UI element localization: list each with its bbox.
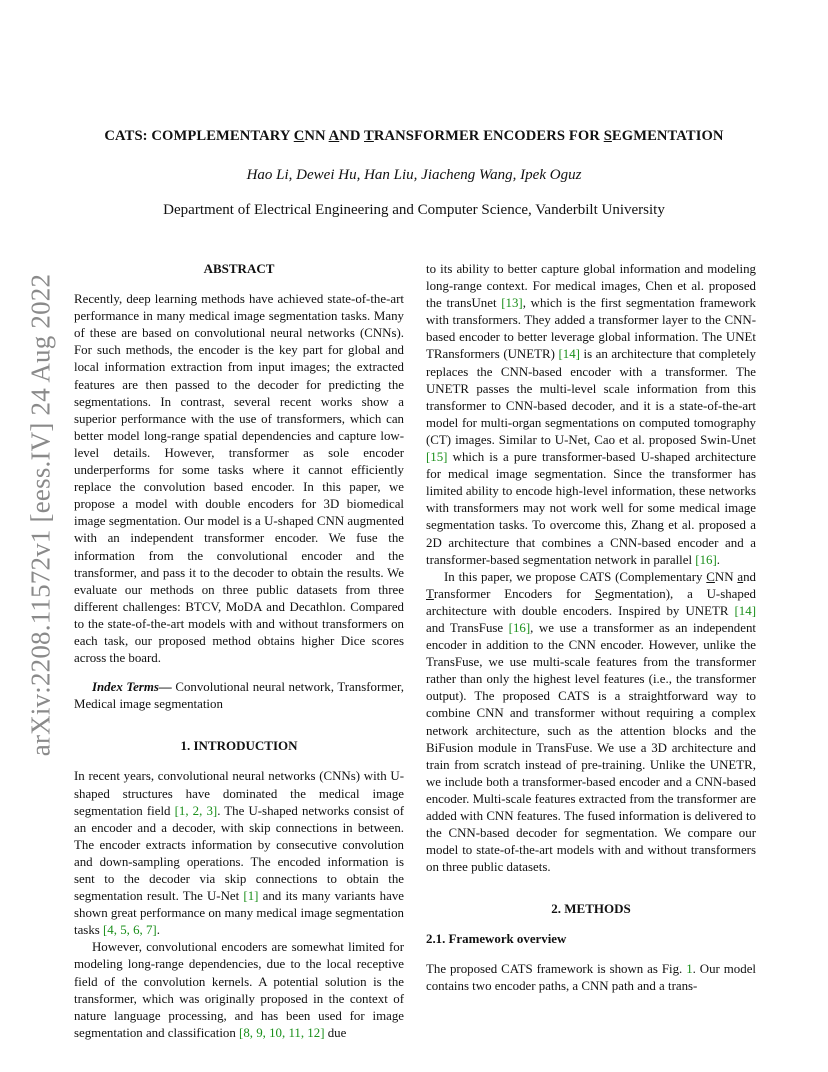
- intro-paragraph-1: In recent years, convolutional neural networks (CNNs) with U-shaped structures have dominated the medical image segmentation field [1, 2, 3]. The U-shaped networks consist of an encoder and a decoder, with skip connections in between. The encoder extracts information by consecutive convolution and down-sampling operations. The encoded information is sent to the decoder via skip connections to obtain the segmentation result. The U-Net [1] and its many variants have shown great performance on many medical image segmentation tasks [4, 5, 6, 7].: [74, 769, 404, 938]
- citation-link[interactable]: [15]: [426, 450, 448, 465]
- citation-link[interactable]: [14]: [558, 347, 580, 362]
- title-part: RANSFORMER ENCODERS FOR: [373, 128, 604, 144]
- citation-link[interactable]: [8, 9, 10, 11, 12]: [239, 1025, 325, 1040]
- introduction-heading: 1. INTRODUCTION: [180, 738, 298, 754]
- intro-paragraph-4: In this paper, we propose CATS (Complementary CNN and Transformer Encoders for Segmentation), a U-shaped architecture with double encoders. Inspired by UNETR [14] and TransFuse [16], we use a transformer as an independent encoder in addition to the CNN encoder. However, unlike the TransFuse, we use multi-scale features from the transformer rather than only the highest level features (i.e., the transformer output). The proposed CATS is a straightforward way to combine CNN and transformer without requiring a complex network architecture, such as the attention blocks and the BiFusion module in TransFuse. We use a 3D architecture and train from scratch instead of pre-training. Unlike the UNETR, we include both a transformer-based encoder and a CNN-based encoder. Multi-scale features extracted from the transformer are added with CNN features. The fused information is delivered to the CNN-based decoder for segmentation. We compare our model to state-of-the-art models with and without transformers on three public datasets.: [426, 569, 757, 875]
- citation-link[interactable]: [1]: [243, 889, 259, 904]
- index-terms: [74, 679, 404, 713]
- citation-link[interactable]: [1, 2, 3]: [174, 803, 218, 818]
- methods-heading: 2. METHODS: [551, 901, 631, 917]
- index-terms-text: Convolutional neural network, Transformer, Medical image segmentation: [74, 680, 405, 712]
- title-part: NN: [304, 128, 329, 144]
- right-column: [426, 261, 756, 995]
- arxiv-identifier: arXiv:2208.11572v1 [eess.IV] 24 Aug 2022: [25, 273, 56, 757]
- left-column: [74, 260, 404, 1042]
- citation-link[interactable]: [16]: [508, 620, 531, 635]
- arxiv-sidebar: [22, 270, 60, 760]
- figure-link[interactable]: 1: [686, 961, 693, 976]
- index-terms-label: Index Terms—: [92, 680, 172, 695]
- citation-link[interactable]: [13]: [501, 296, 523, 311]
- paper-header: [60, 128, 768, 219]
- author-list: Hao Li, Dewei Hu, Han Liu, Jiacheng Wang, Ipek Oguz: [246, 167, 582, 183]
- affiliation: Department of Electrical Engineering and Computer Science, Vanderbilt University: [163, 202, 665, 218]
- citation-link[interactable]: [16]: [695, 552, 717, 567]
- abstract-heading: ABSTRACT: [203, 261, 275, 276]
- methods-paragraph-1: The proposed CATS framework is shown as Fig. 1. Our model contains two encoder paths, a CNN path and a trans-: [426, 961, 756, 993]
- title-underlined-letter: A: [328, 128, 340, 144]
- citation-link[interactable]: [14]: [734, 603, 756, 618]
- subsection-heading: 2.1. Framework overview: [426, 932, 567, 947]
- title-underlined-letter: C: [293, 128, 305, 144]
- title-part: EGMENTATION: [611, 128, 724, 144]
- paper-title: [60, 128, 768, 145]
- abstract-text: Recently, deep learning methods have achieved state-of-the-art performance in many medical image segmentation tasks. Many of these are based on convolutional neural networks (CNNs). For such methods, the encoder is the key part for global and local information extraction from input images; the extracted features are then passed to the decoder for predicting the segmentations. In contrast, several recent works show a superior performance with the use of transformers, which can better model long-range spatial dependencies and capture low-level details. However, transformer as sole encoder underperforms for some tasks where it cannot efficiently replace the convolution based encoder. In this paper, we propose a model with double encoders for 3D biomedical image segmentation. Our model is a U-shaped CNN augmented with an independent transformer encoder. We fuse the information from the convolutional encoder and the transformer, and pass it to the decoder to obtain the results. We evaluate our methods on three public datasets from three different challenges: BTCV, MoDA and Decathlon. Compared to the state-of-the-art models with and without transformers on each task, our proposed method obtains higher Dice scores across the board.: [74, 292, 404, 666]
- title-underlined-letter: T: [364, 128, 374, 144]
- intro-paragraph-3: to its ability to better capture global information and modeling long-range context. For medical images, Chen et al. proposed the transUnet [13], which is the first segmentation framework with transformers. They added a transformer layer to the CNN-based encoder to better leverage global information. The UNEt TRansformers (UNETR) [14] is an architecture that completely replaces the CNN-based encoder with a transformer. The UNETR passes the multi-level scale information from this transformer to CNN-based decoder, and it is a state-of-the-art model for multi-organ segmentations on computed tomography (CT) images. Similar to U-Net, Cao et al. proposed Swin-Unet [15] which is a pure transformer-based U-shaped architecture for medical image segmentation. Since the transformer has limited ability to encode high-level information, these networks with transformers may not work well for some medical image segmentation tasks. To overcome this, Zhang et al. proposed a 2D architecture that combines a CNN-based encoder and a transformer-based segmentation network in parallel [16].: [426, 262, 756, 567]
- intro-paragraph-2: However, convolutional encoders are somewhat limited for modeling long-range dependencies, due to the local receptive field of the convolution kernels. A potential solution is the transformer, which was originally proposed in the context of nature language processing, and has been used for image segmentation and classification [8, 9, 10, 11, 12] due: [74, 940, 404, 1040]
- title-underlined-letter: S: [603, 128, 612, 144]
- citation-link[interactable]: [4, 5, 6, 7]: [103, 923, 157, 938]
- title-part: CATS: COMPLEMENTARY: [104, 128, 294, 144]
- title-part: ND: [339, 128, 365, 144]
